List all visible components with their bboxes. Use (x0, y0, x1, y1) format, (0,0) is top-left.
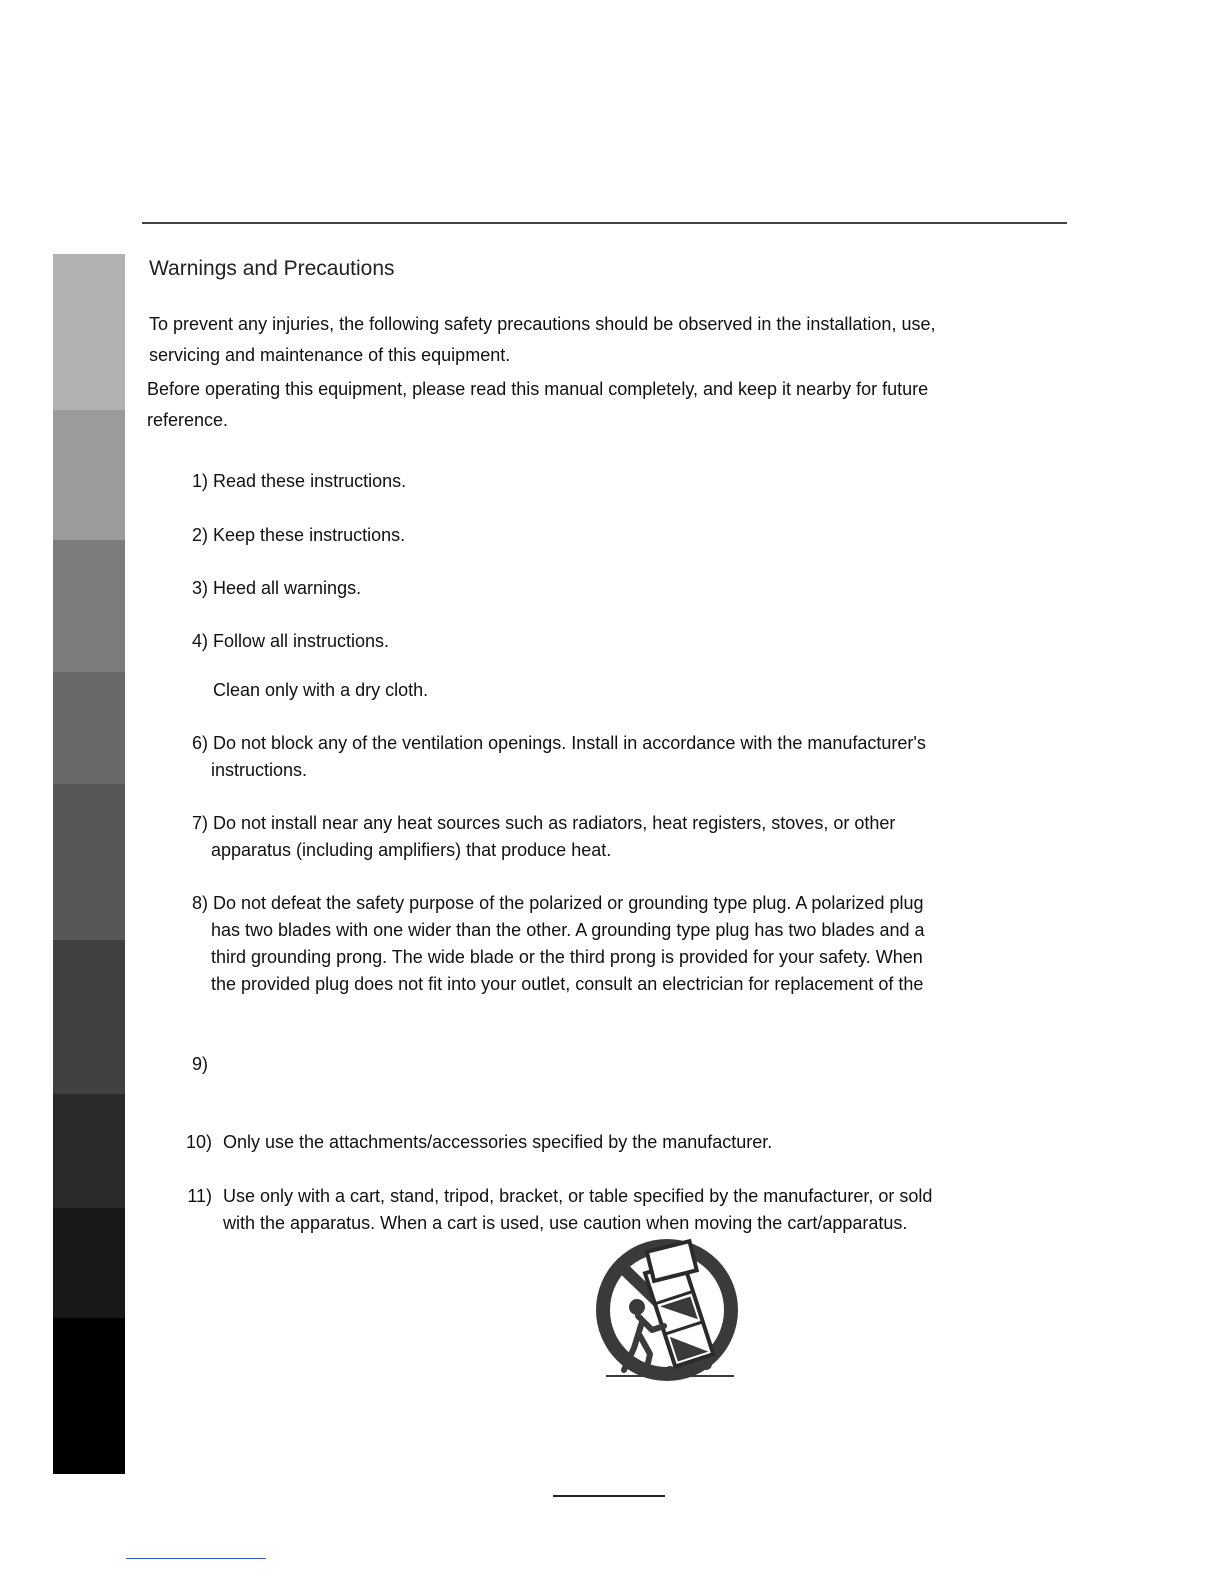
cart-tip-over-warning-icon (594, 1236, 740, 1384)
item-number: 1) (191, 471, 208, 491)
item-text: Heed all warnings. (213, 578, 362, 598)
item-number: 9) (191, 1054, 208, 1074)
item-text: apparatus (including amplifiers) that produce heat. (211, 840, 612, 860)
sidebar-band (53, 940, 125, 1094)
intro-line: Before operating this equipment, please read this manual completely, and keep it nearby for future (147, 379, 929, 399)
item-number: 10) (185, 1132, 212, 1152)
item-text: Read these instructions. (213, 471, 407, 491)
footer-rule (553, 1495, 665, 1497)
intro-line: servicing and maintenance of this equipment. (149, 345, 511, 365)
item-text: Use only with a cart, stand, tripod, bracket, or table specified by the manufacturer, or sold (223, 1186, 933, 1206)
item-number: 8) (191, 893, 208, 913)
intro-line: reference. (147, 410, 229, 430)
item-text: the provided plug does not fit into your outlet, consult an electrician for replacement of the (211, 974, 924, 994)
intro-paragraph (149, 309, 935, 371)
item-text: Only use the attachments/accessories specified by the manufacturer. (223, 1132, 773, 1152)
item-number: 7) (191, 813, 208, 833)
item-text: instructions. (211, 760, 308, 780)
item-text: with the apparatus. When a cart is used, use caution when moving the cart/apparatus. (223, 1213, 908, 1233)
sidebar-band (53, 784, 125, 940)
item-text: Do not install near any heat sources such as radiators, heat registers, stoves, or other (213, 813, 896, 833)
sidebar-band (53, 410, 125, 540)
item-number: 3) (191, 578, 208, 598)
sidebar-band (53, 540, 125, 672)
intro-paragraph (147, 374, 928, 436)
header-rule (142, 222, 1067, 224)
item-text: Do not defeat the safety purpose of the polarized or grounding type plug. A polarized plug (213, 893, 924, 913)
item-text: Clean only with a dry cloth. (213, 680, 429, 700)
item-number: 6) (191, 733, 208, 753)
sidebar-band (53, 254, 125, 410)
sidebar-band (53, 672, 125, 784)
footer-link-underline (126, 1558, 266, 1559)
sidebar-band (53, 1318, 125, 1474)
sidebar-gradient-tab (53, 254, 125, 1474)
item-text: Keep these instructions. (213, 525, 406, 545)
item-number: 4) (191, 631, 208, 651)
item-text: third grounding prong. The wide blade or the third prong is provided for your safety. When (211, 947, 923, 967)
item-text: has two blades with one wider than the other. A grounding type plug has two blades and a (211, 920, 925, 940)
item-number: 11) (187, 1186, 212, 1206)
item-number: 2) (191, 525, 208, 545)
item-text: Follow all instructions. (213, 631, 390, 651)
sidebar-band (53, 1208, 125, 1318)
item-text: Do not block any of the ventilation openings. Install in accordance with the manufacturer's (213, 733, 926, 753)
sidebar-band (53, 1094, 125, 1208)
intro-line: To prevent any injuries, the following safety precautions should be observed in the installation, use, (149, 314, 936, 334)
section-title: Warnings and Precautions (149, 257, 395, 280)
